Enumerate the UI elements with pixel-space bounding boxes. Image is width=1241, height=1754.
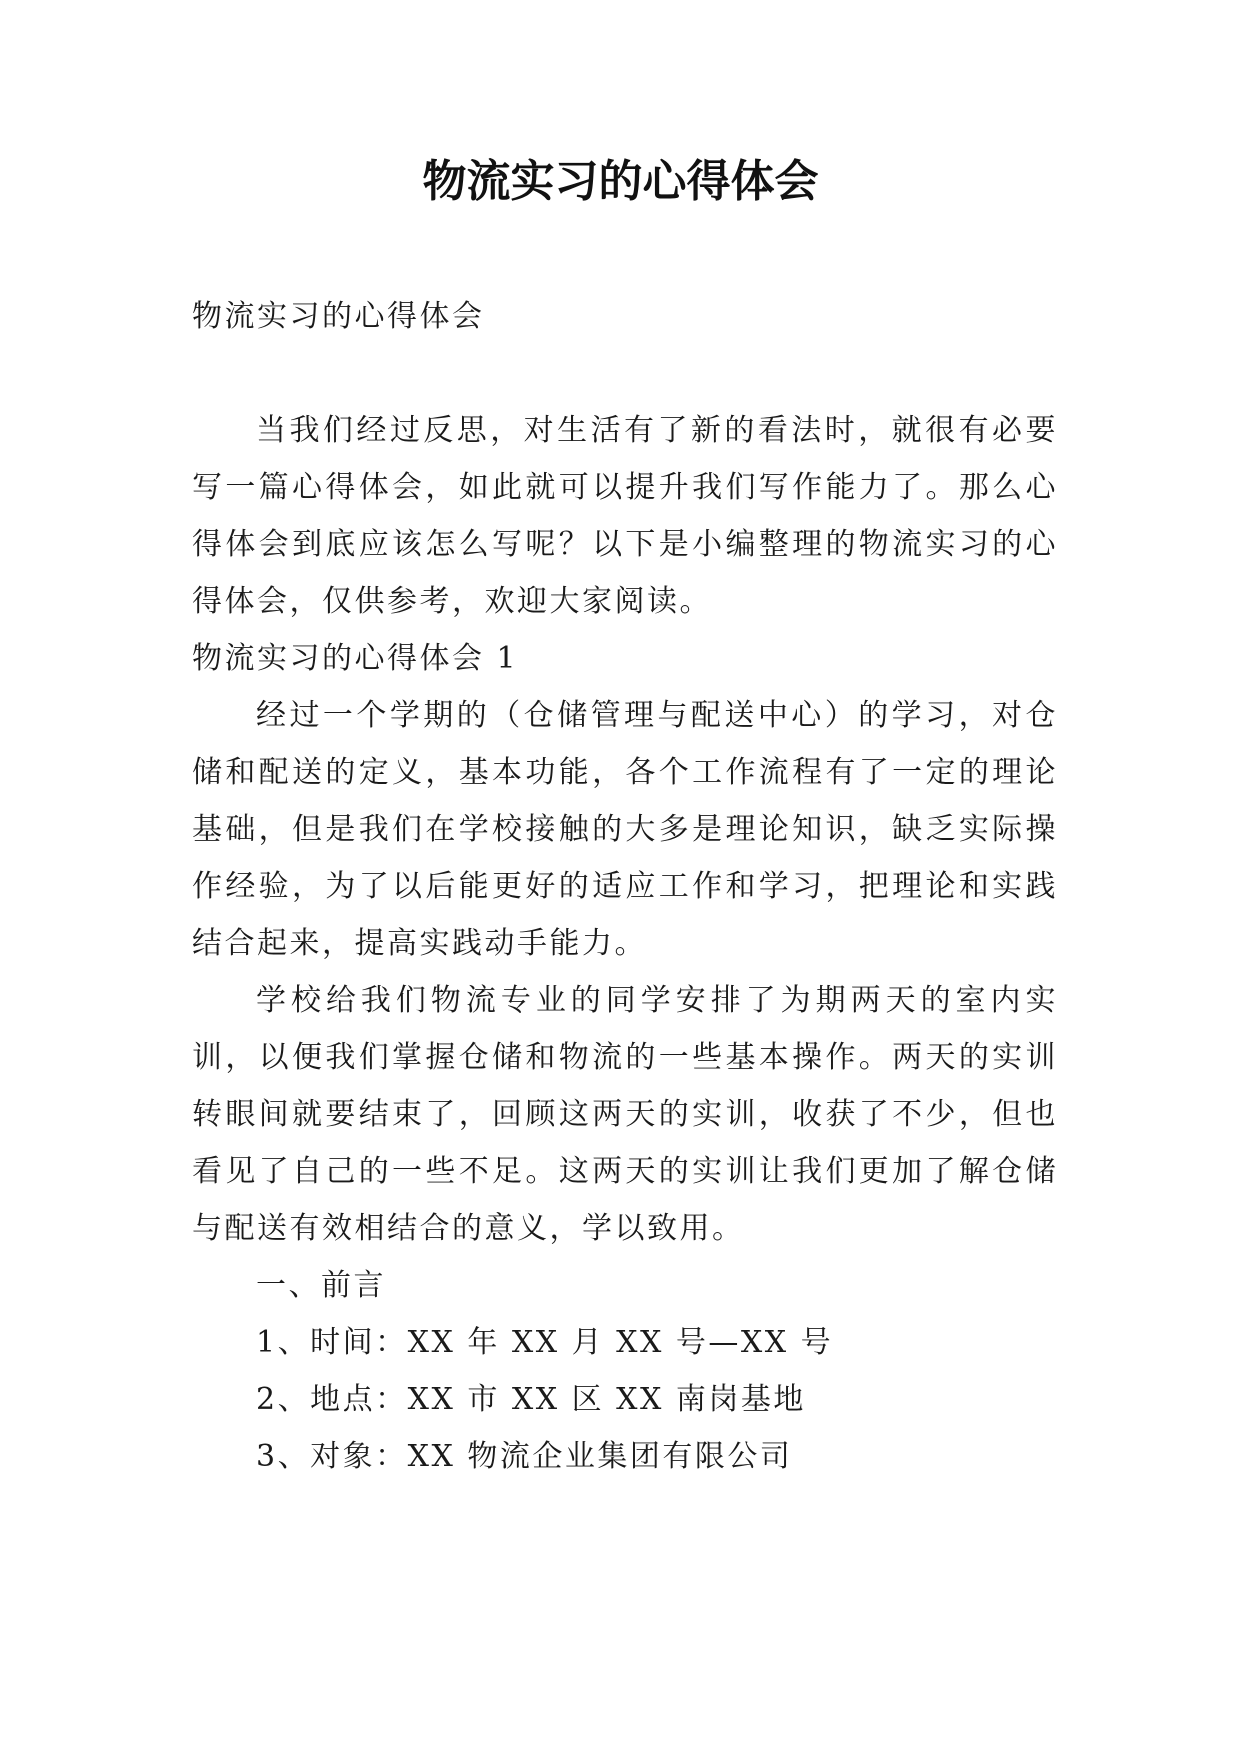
body-paragraph: 学校给我们物流专业的同学安排了为期两天的室内实训，以便我们掌握仓储和物流的一些基本操作。两天的实训转眼间就要结束了，回顾这两天的实训，收获了不少，但也看见了自己的一些不足。这两天的实训让我们更加了解仓储与配送有效相结合的意义，学以致用。 (192, 983, 1058, 1246)
preface-item: 1、时间：XX 年 XX 月 XX 号—XX 号 (256, 1325, 834, 1360)
preface-heading: 一、前言 (256, 1268, 386, 1303)
preface-item: 2、地点：XX 市 XX 区 XX 南岗基地 (256, 1382, 806, 1417)
preface-item: 3、对象：XX 物流企业集团有限公司 (256, 1439, 793, 1474)
document-title: 物流实习的心得体会 (422, 156, 819, 207)
document-subtitle: 物流实习的心得体会 (192, 299, 485, 334)
section-heading: 物流实习的心得体会 1 (192, 641, 519, 676)
document-body (192, 288, 1058, 1485)
intro-paragraph: 当我们经过反思，对生活有了新的看法时，就很有必要写一篇心得体会，如此就可以提升我们写作能力了。那么心得体会到底应该怎么写呢？以下是小编整理的物流实习的心得体会，仅供参考，欢迎大家阅读。 (192, 413, 1058, 619)
body-paragraph: 经过一个学期的（仓储管理与配送中心）的学习，对仓储和配送的定义，基本功能，各个工作流程有了一定的理论基础，但是我们在学校接触的大多是理论知识，缺乏实际操作经验，为了以后能更好的适应工作和学习，把理论和实践结合起来，提高实践动手能力。 (192, 698, 1058, 961)
